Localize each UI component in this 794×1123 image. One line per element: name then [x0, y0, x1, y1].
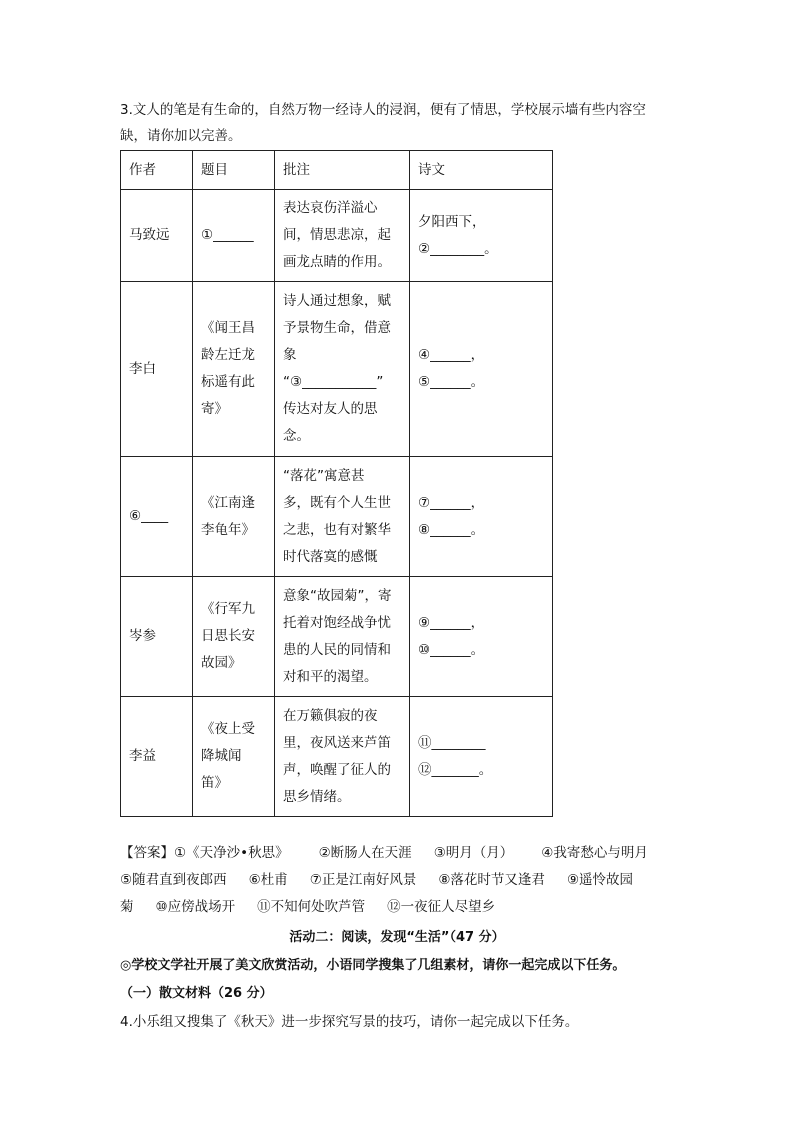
title-line: 标遥有此 [201, 374, 255, 390]
note-line: 诗人通过想象，赋 [283, 293, 391, 309]
title-cell [193, 697, 275, 817]
table-header-row [121, 151, 553, 190]
poem-line: ⑪________ [418, 734, 486, 751]
note-cell [275, 282, 410, 457]
title-line: 《夜上受 [201, 721, 255, 737]
note-line: 意象“故园菊”，寄 [283, 587, 392, 604]
answer-item: ⑥杜甫 [248, 872, 288, 888]
title-line: 笛》 [201, 775, 228, 791]
answer-label: 【答案】 [120, 845, 174, 861]
answer-item: ②断肠人在天涯 [318, 845, 412, 861]
header-poem: 诗文 [410, 151, 553, 190]
note-line: 里，夜风送来芦笛 [283, 734, 391, 751]
note-line: “③___________” [283, 374, 384, 390]
note-line: 象 [283, 347, 297, 363]
table-row [121, 282, 553, 457]
question-4-text: 4.小乐组又搜集了《秋天》进一步探究写景的技巧，请你一起完成以下任务。 [120, 1014, 579, 1030]
poem-table [120, 150, 553, 817]
note-line: 予景物生命，借意 [283, 320, 391, 336]
poem-line: ⑩______。 [418, 641, 485, 658]
title-cell [193, 190, 275, 282]
note-line: 表达哀伤洋溢心 [283, 200, 378, 216]
poem-line: ⑦______， [418, 494, 485, 511]
answer-line-3 [120, 894, 680, 921]
poem-line: ⑫_______。 [418, 761, 493, 778]
table-row [121, 697, 553, 817]
title-line: 龄左迁龙 [201, 347, 255, 363]
section-heading: （一）散文材料（26 分） [120, 986, 273, 1001]
poem-cell [410, 697, 553, 817]
note-line: 画龙点睛的作用。 [283, 254, 391, 270]
title-line: 李龟年》 [201, 521, 255, 538]
note-line: 之悲，也有对繁华 [283, 521, 391, 538]
answer-item: ⑩应傍战场开 [155, 899, 236, 915]
question-3-text-line2: 缺，请你加以完善。 [120, 128, 242, 144]
title-line: ①______ [201, 227, 254, 243]
answer-item: ⑧落花时节又逢君 [438, 872, 545, 888]
title-line: 《行军九 [201, 601, 255, 617]
activity-2-intro: ◎学校文学社开展了美文欣赏活动，小语同学搜集了几组素材，请你一起完成以下任务。 [120, 958, 626, 973]
author-cell: 马致远 [121, 190, 193, 282]
note-line: 思乡情绪。 [283, 788, 351, 805]
title-line: 故园》 [201, 655, 242, 671]
header-note: 批注 [275, 151, 410, 190]
note-line: 在万籁俱寂的夜 [283, 707, 378, 724]
note-line: 传达对友人的思 [283, 401, 378, 417]
activity-2-heading: 活动二：阅读，发现“生活”（47 分） [289, 930, 505, 945]
note-line: 多，既有个人生世 [283, 494, 391, 511]
title-line: 寄》 [201, 401, 228, 417]
poem-line: ⑤______。 [418, 374, 485, 390]
poem-cell [410, 190, 553, 282]
answer-item: ①《天净沙•秋思》 [174, 845, 289, 861]
answer-line-1 [120, 840, 680, 867]
header-author: 作者 [121, 151, 193, 190]
author-cell: 李白 [121, 282, 193, 457]
note-cell [275, 457, 410, 577]
poem-line: ⑧______。 [418, 521, 485, 538]
title-line: 日思长安 [201, 628, 255, 644]
answer-block [120, 840, 680, 921]
answer-item: ⑦正是江南好风景 [309, 872, 417, 888]
note-line: 间，情思悲凉，起 [283, 227, 391, 243]
poem-cell [410, 457, 553, 577]
answer-item: ⑤随君直到夜郎西 [120, 872, 227, 888]
table-row [121, 190, 553, 282]
answer-item: ⑪不知何处吹芦管 [257, 899, 366, 915]
note-cell [275, 190, 410, 282]
poem-line: ⑨______， [418, 614, 485, 631]
table-row [121, 577, 553, 697]
table-row [121, 457, 553, 577]
author-cell: ⑥____ [121, 457, 193, 577]
note-line: 时代落寞的感慨 [283, 548, 378, 565]
answer-item: ⑫一夜征人尽望乡 [387, 899, 496, 915]
title-line: 降城闻 [201, 748, 242, 764]
note-cell [275, 577, 410, 697]
poem-line: ②________。 [418, 240, 498, 257]
author-cell: 李益 [121, 697, 193, 817]
title-cell [193, 577, 275, 697]
answer-line-2 [120, 867, 680, 894]
poem-cell [410, 577, 553, 697]
poem-line: 夕阳西下， [418, 213, 486, 230]
title-line: 《闻王昌 [201, 320, 255, 336]
poem-line: ④______， [418, 347, 485, 363]
note-cell [275, 697, 410, 817]
header-title: 题目 [193, 151, 275, 190]
note-line: 患的人民的同情和 [283, 641, 391, 658]
answer-item: 菊 [120, 899, 134, 915]
note-line: “落花”寓意甚 [283, 467, 365, 484]
answer-item: ④我寄愁心与明月 [541, 845, 648, 861]
title-cell [193, 282, 275, 457]
answer-item: ⑨遥怜故园 [566, 872, 634, 888]
answer-item: ③明月（月） [433, 845, 514, 861]
note-line: 念。 [283, 428, 310, 444]
note-line: 对和平的渴望。 [283, 668, 378, 685]
question-3-text-line1: 3.文人的笔是有生命的，自然万物一经诗人的浸润，便有了情思，学校展示墙有些内容空 [120, 102, 646, 118]
poem-cell [410, 282, 553, 457]
note-line: 声，唤醒了征人的 [283, 761, 391, 778]
title-line: 《江南逢 [201, 494, 255, 511]
title-cell [193, 457, 275, 577]
author-cell: 岑参 [121, 577, 193, 697]
note-line: 托着对饱经战争忧 [283, 614, 391, 631]
